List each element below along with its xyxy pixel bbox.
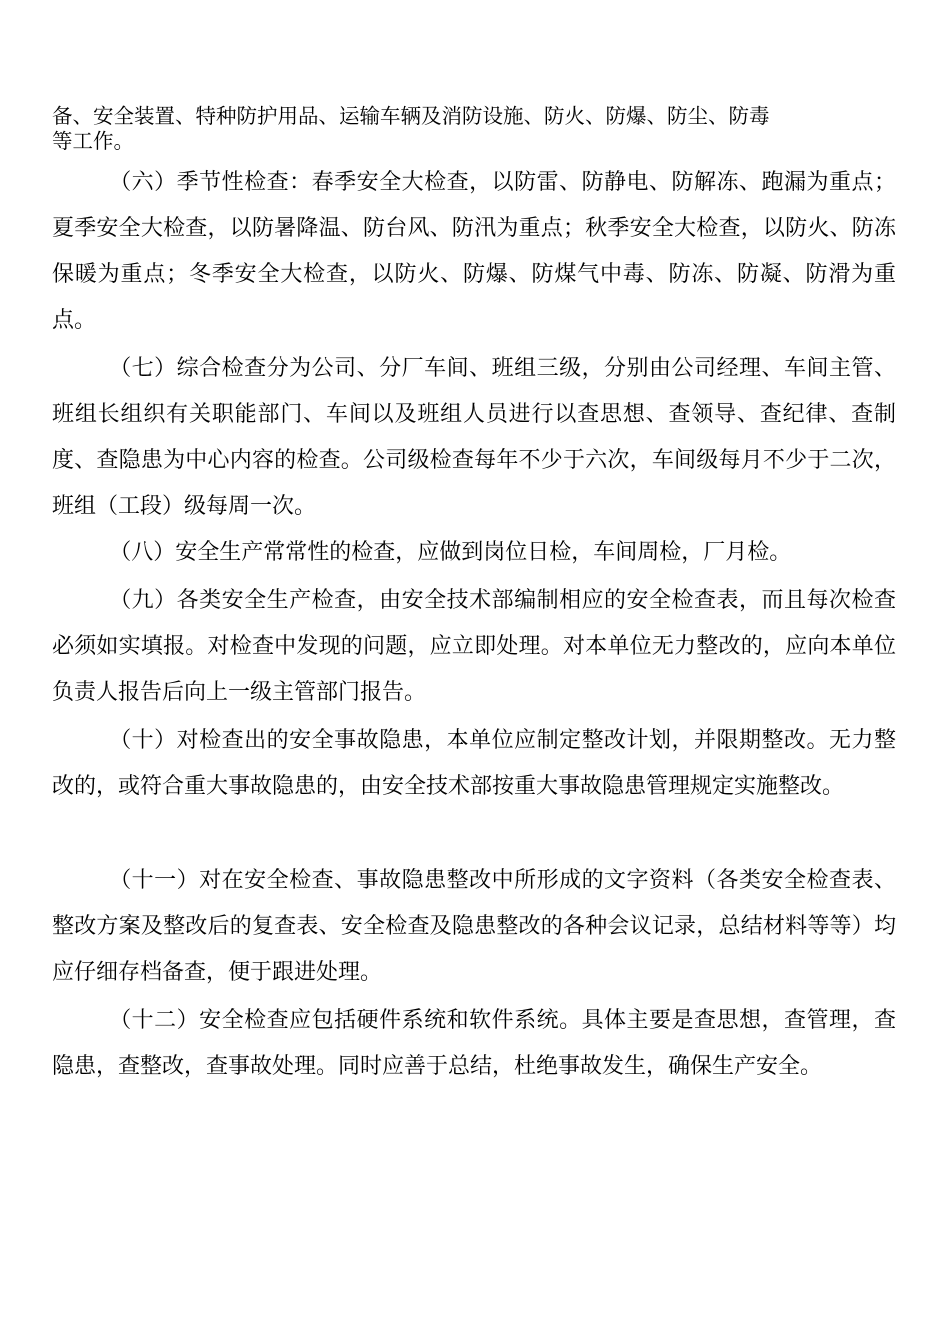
paragraph-hazard-rectification: （十）对检查出的安全事故隐患，本单位应制定整改计划，并限期整改。无力整改的，或符合重大事故隐患的，由安全技术部按重大事故隐患管理规定实施整改。 [52,728,896,799]
paragraph-seasonal-inspection: （六）季节性检查：春季安全大检查，以防雷、防静电、防解冻、跑漏为重点；夏季安全大检查，以防暑降温、防台风、防汛为重点；秋季安全大检查，以防火、防冻保暖为重点；冬季安全大检查，以防火、防爆、防煤气中毒、防冻、防凝、防滑为重点。 [52,170,896,333]
paragraph-comprehensive-inspection: （七）综合检查分为公司、分厂车间、班组三级，分别由公司经理、车间主管、班组长组织有关职能部门、车间以及班组人员进行以查思想、查领导、查纪律、查制度、查隐患为中心内容的检查。公司级检查每年不少于六次，车间级每月不少于二次，班组（工段）级每周一次。 [52,356,896,519]
continuation-line-1: 备、安全装置、特种防护用品、运输车辆及消防设施、防火、防爆、防尘、防毒 [52,104,770,128]
paragraph-inspection-checklist: （九）各类安全生产检查，由安全技术部编制相应的安全检查表，而且每次检查必须如实填报。对检查中发现的问题，应立即处理。对本单位无力整改的，应向本单位负责人报告后向上一级主管部门报告。 [52,588,896,705]
paragraph-inspection-scope: （十二）安全检查应包括硬件系统和软件系统。具体主要是查思想，查管理，查隐患，查整改，查事故处理。同时应善于总结，杜绝事故发生，确保生产安全。 [52,1008,896,1079]
paragraph-regular-inspection: （八）安全生产常常性的检查，应做到岗位日检，车间周检，厂月检。 [109,540,792,565]
continuation-line-2: 等工作。 [52,129,134,153]
continuation-text [52,104,902,154]
paragraph-record-archiving: （十一）对在安全检查、事故隐患整改中所形成的文字资料（各类安全检查表、整改方案及整改后的复查表、安全检查及隐患整改的各种会议记录，总结材料等等）均应仔细存档备查，便于跟进处理。 [52,868,896,985]
